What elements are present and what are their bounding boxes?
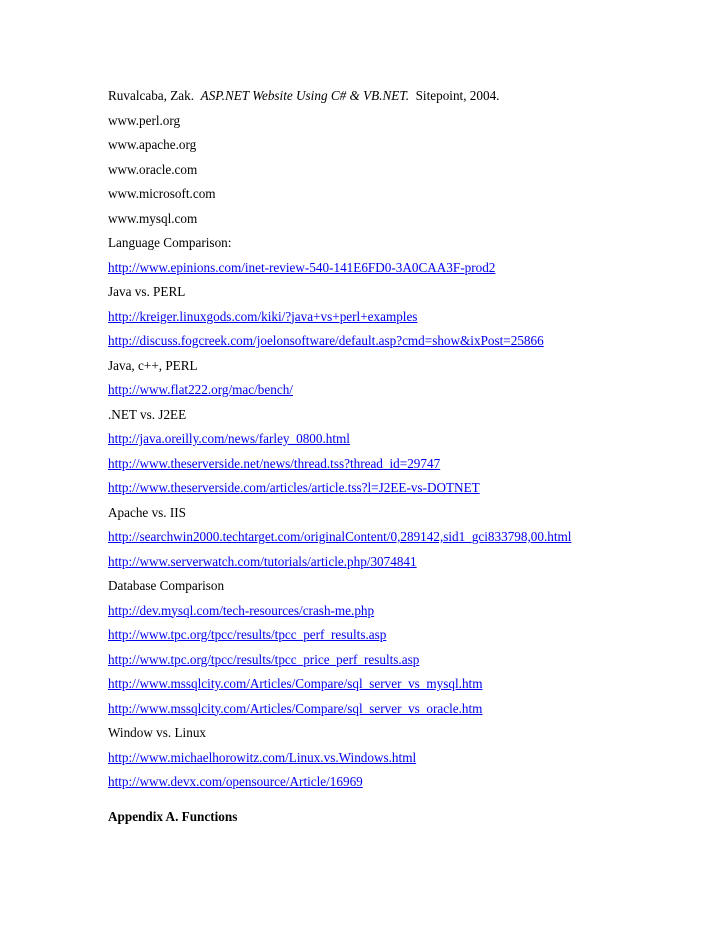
reference-text: Database Comparison bbox=[108, 578, 225, 593]
citation-author: Ruvalcaba, Zak. bbox=[108, 88, 195, 103]
reference-link[interactable]: http://java.oreilly.com/news/farley_0800.html bbox=[108, 431, 350, 446]
reference-link[interactable]: http://www.theserverside.net/news/thread.tss?thread_id=29747 bbox=[108, 455, 441, 471]
reference-link[interactable]: http://www.epinions.com/inet-review-540-141E6FD0-3A0CAA3F-prod2 bbox=[108, 259, 496, 275]
reference-link[interactable]: http://www.flat222.org/mac/bench/ bbox=[108, 382, 293, 397]
reference-list bbox=[108, 109, 708, 795]
reference-link[interactable]: http://www.mssqlcity.com/Articles/Compare/sql_server_vs_mysql.htm bbox=[108, 676, 483, 691]
reference-link[interactable]: http://dev.mysql.com/tech-resources/crash-me.php bbox=[108, 602, 375, 618]
reference-text: Language Comparison: bbox=[108, 235, 232, 250]
citation-publisher: Sitepoint, 2004. bbox=[415, 88, 500, 103]
reference-text: Java vs. PERL bbox=[108, 284, 186, 299]
reference-link[interactable]: http://www.tpc.org/tpcc/results/tpcc_price_perf_results.asp bbox=[108, 651, 420, 667]
reference-text: Apache vs. IIS bbox=[108, 504, 187, 520]
reference-link[interactable]: http://discuss.fogcreek.com/joelonsoftware/default.asp?cmd=show&ixPost=25866 bbox=[108, 333, 544, 348]
document-page bbox=[108, 84, 708, 829]
reference-link[interactable]: http://www.mssqlcity.com/Articles/Compare/sql_server_vs_oracle.htm bbox=[108, 700, 483, 716]
reference-text: www.mysql.com bbox=[108, 210, 198, 226]
reference-link[interactable]: http://www.tpc.org/tpcc/results/tpcc_perf_results.asp bbox=[108, 627, 387, 642]
reference-link[interactable]: http://www.michaelhorowitz.com/Linux.vs.Windows.html bbox=[108, 749, 417, 765]
reference-link[interactable]: http://searchwin2000.techtarget.com/originalContent/0,289142,sid1_gci833798,00.html bbox=[108, 529, 572, 544]
reference-link[interactable]: http://kreiger.linuxgods.com/kiki/?java+vs+perl+examples bbox=[108, 308, 418, 324]
citation-line bbox=[108, 84, 708, 109]
reference-text: .NET vs. J2EE bbox=[108, 406, 187, 422]
reference-link[interactable]: http://www.devx.com/opensource/Article/16969 bbox=[108, 774, 363, 789]
reference-link[interactable]: http://www.theserverside.com/articles/article.tss?l=J2EE-vs-DOTNET bbox=[108, 480, 480, 495]
reference-text: www.oracle.com bbox=[108, 161, 198, 177]
reference-text: www.apache.org bbox=[108, 137, 197, 152]
reference-text: www.perl.org bbox=[108, 112, 181, 128]
citation-title: ASP.NET Website Using C# & VB.NET. bbox=[200, 88, 409, 103]
appendix-heading: Appendix A. Functions bbox=[108, 808, 238, 824]
reference-text: Java, c++, PERL bbox=[108, 357, 198, 373]
reference-text: www.microsoft.com bbox=[108, 186, 216, 201]
reference-text: Window vs. Linux bbox=[108, 725, 207, 740]
reference-link[interactable]: http://www.serverwatch.com/tutorials/article.php/3074841 bbox=[108, 553, 417, 569]
